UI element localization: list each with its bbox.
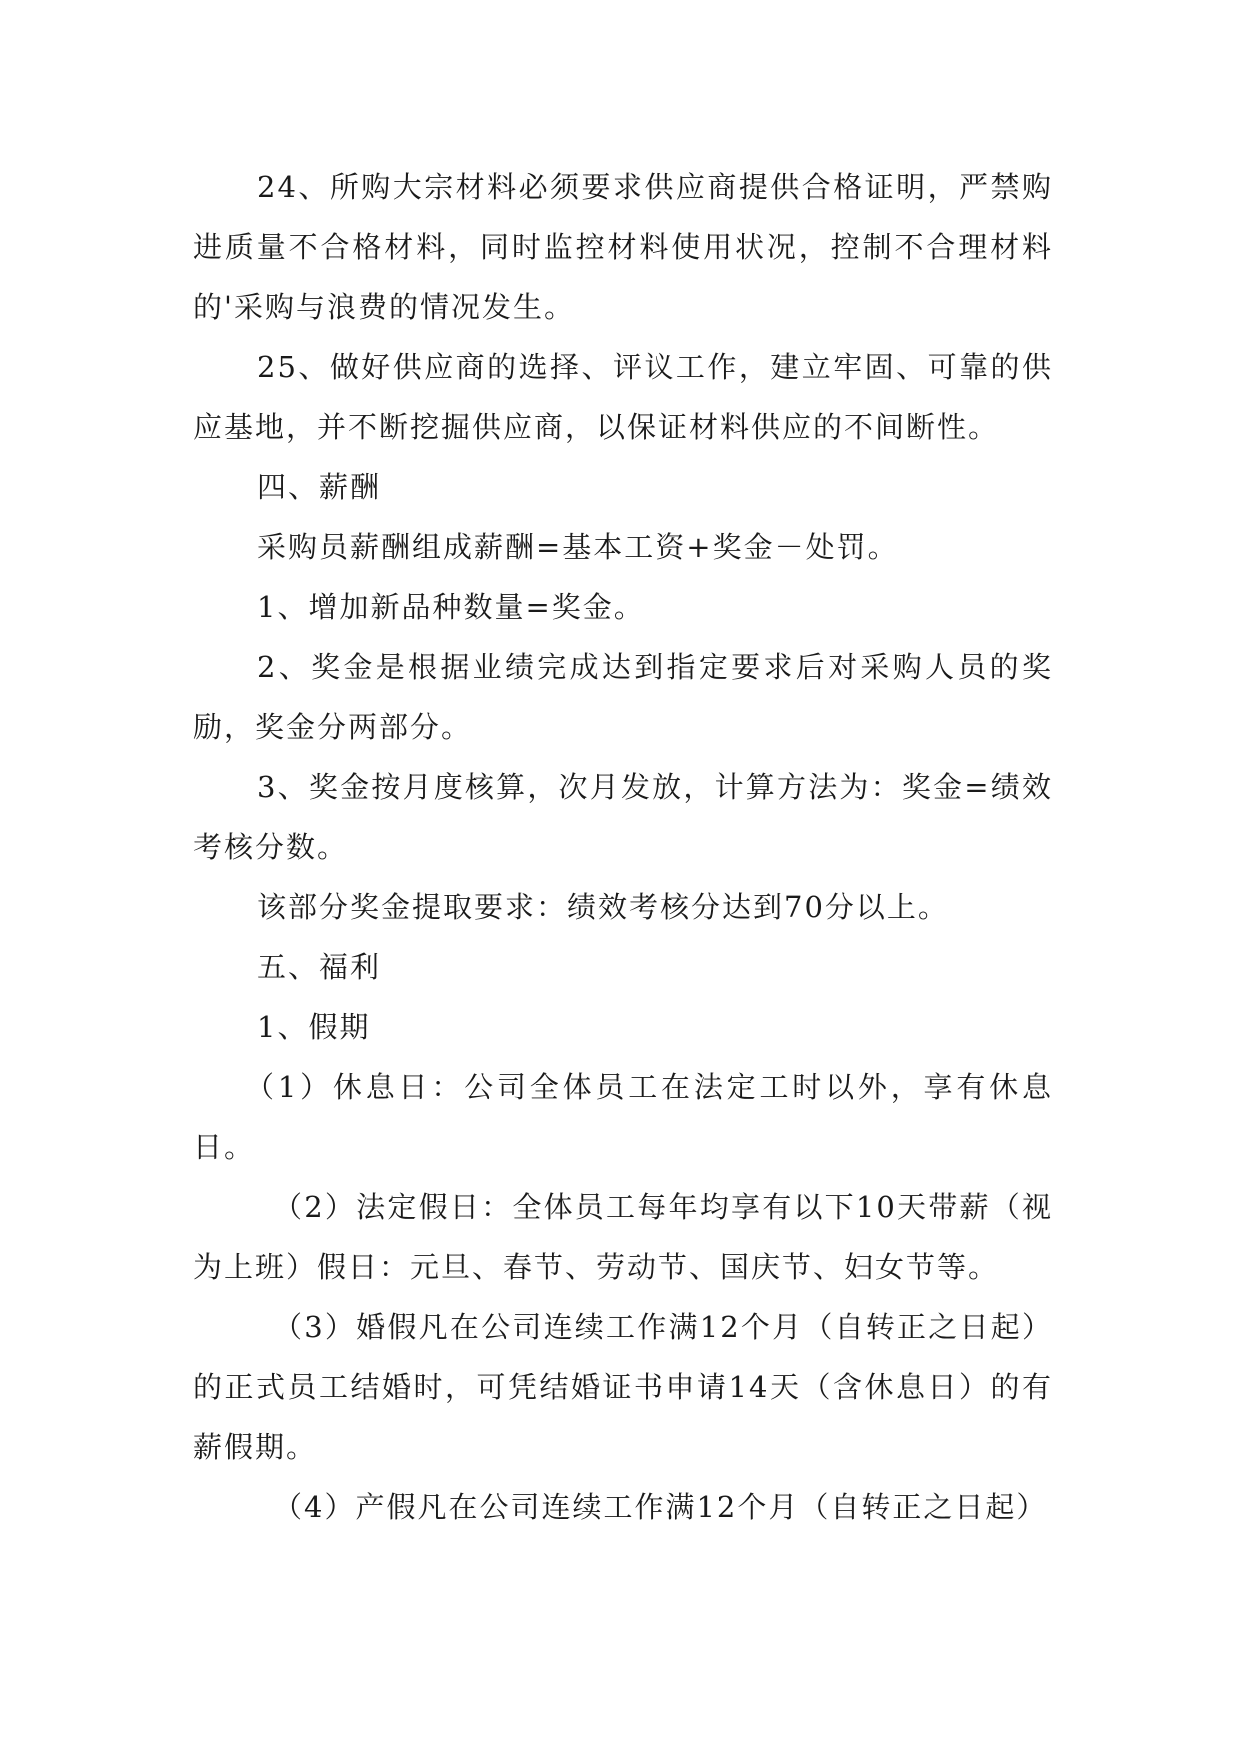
salary-item-1: 1、增加新品种数量=奖金。 [257, 590, 645, 624]
holiday-statutory: （2）法定假日：全体员工每年均享有以下10天带薪（视为上班）假日：元旦、春节、劳动节、国庆节、妇女节等。 [193, 1190, 1053, 1284]
paragraph-24: 24、所购大宗材料必须要求供应商提供合格证明，严禁购进质量不合格材料，同时监控材料使用状况，控制不合理材料的'采购与浪费的情况发生。 [193, 170, 1053, 324]
holiday-rest-day: （1）休息日：公司全体员工在法定工时以外，享有休息日。 [193, 1070, 1053, 1164]
holiday-maternity: （4）产假凡在公司连续工作满12个月（自转正之日起） [273, 1490, 1048, 1524]
salary-item-3: 3、奖金按月度核算，次月发放，计算方法为：奖金=绩效考核分数。 [193, 770, 1053, 864]
section-heading-benefits: 五、福利 [257, 950, 382, 984]
salary-item-2: 2、奖金是根据业绩完成达到指定要求后对采购人员的奖励，奖金分两部分。 [193, 650, 1053, 744]
document-body [193, 157, 1053, 1537]
bonus-requirement: 该部分奖金提取要求：绩效考核分达到70分以上。 [257, 890, 949, 924]
holiday-marriage: （3）婚假凡在公司连续工作满12个月（自转正之日起）的正式员工结婚时，可凭结婚证书申请14天（含休息日）的有薪假期。 [193, 1310, 1053, 1464]
section-heading-salary: 四、薪酬 [257, 470, 382, 504]
benefits-item-1: 1、假期 [257, 1010, 371, 1044]
salary-formula: 采购员薪酬组成薪酬=基本工资+奖金－处罚。 [257, 530, 899, 564]
paragraph-25: 25、做好供应商的选择、评议工作，建立牢固、可靠的供应基地，并不断挖掘供应商，以保证材料供应的不间断性。 [193, 350, 1053, 444]
